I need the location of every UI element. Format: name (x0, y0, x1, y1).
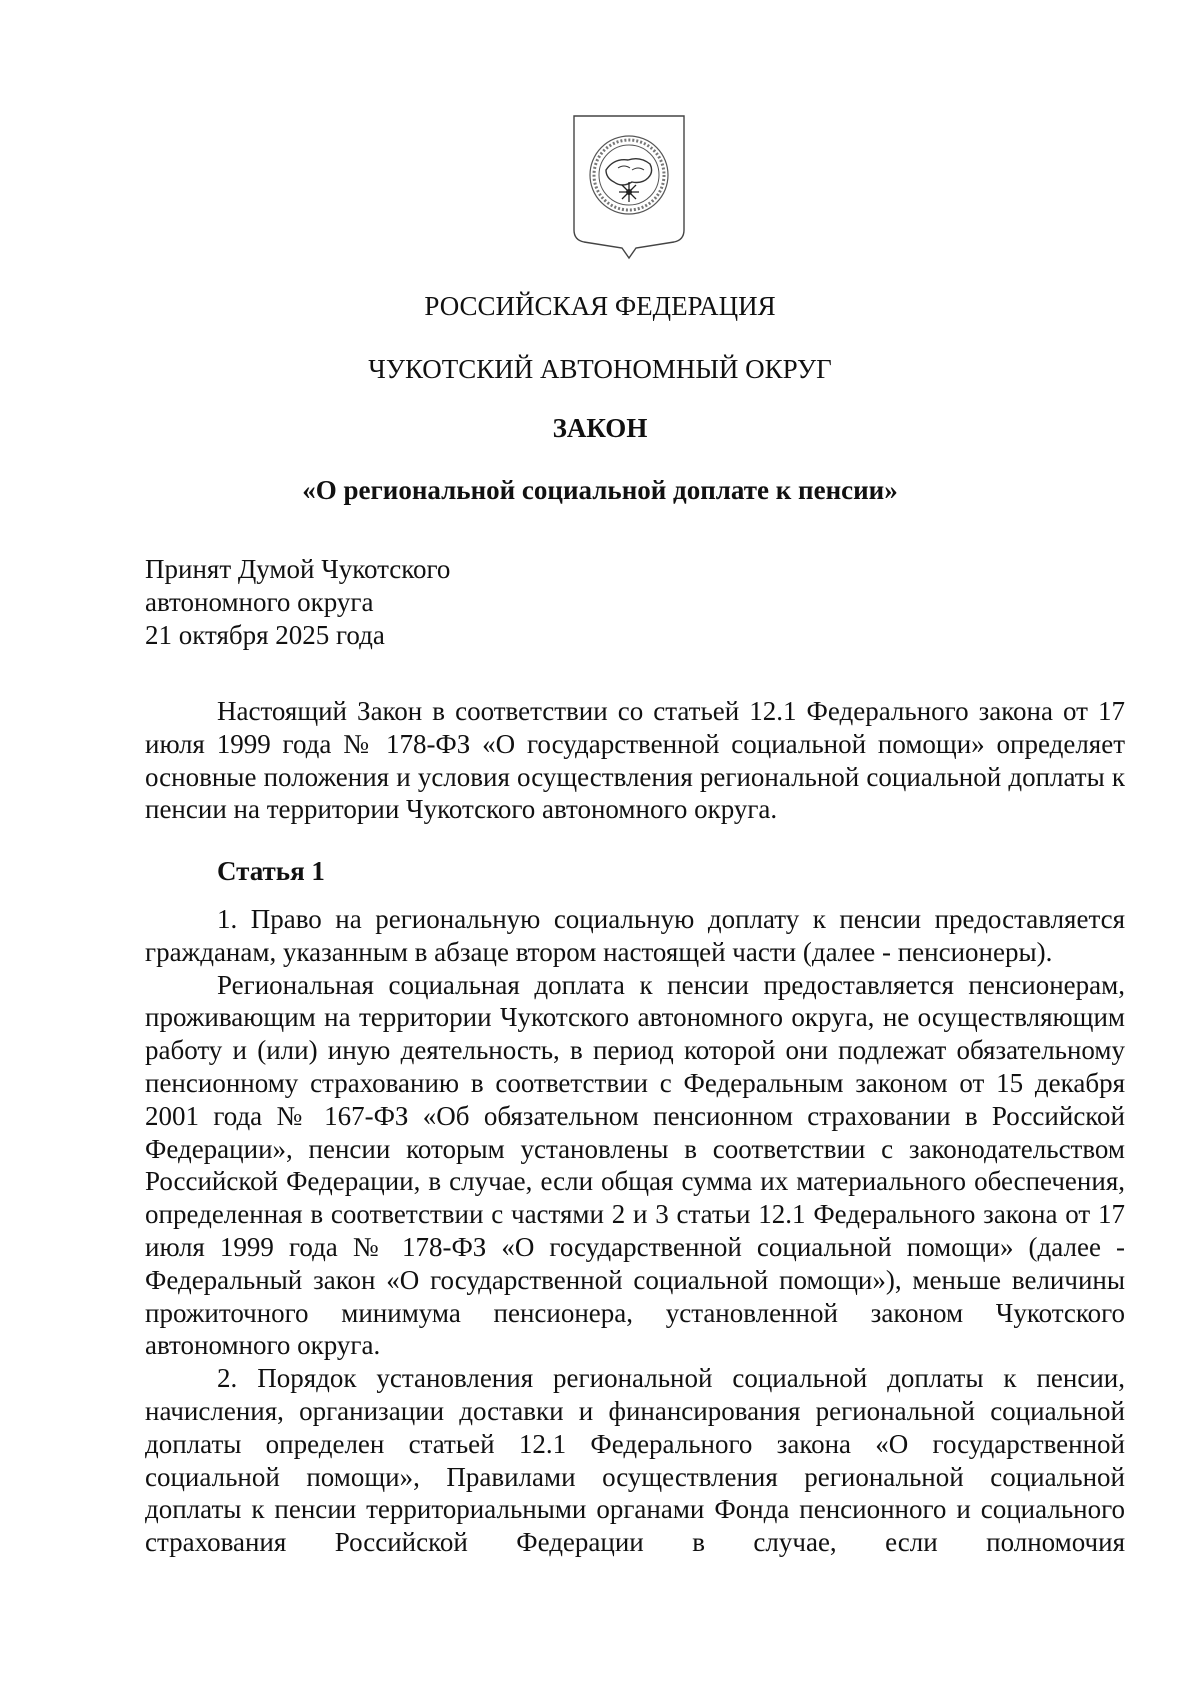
article-paragraph: 2. Порядок установления региональной социальной доплаты к пенсии, начисления, организации доставки и финансирования региональной социальной доплаты определен статьей 12.1 Федерального закона «О государственной социальной помощи», Правилами осуществления региональной социальной доплаты к пенсии территориальными органами Фонда пенсионного и социального страхования Российской Федерации в случае, если полномочия (145, 1363, 1125, 1558)
country-heading: РОССИЙСКАЯ ФЕДЕРАЦИЯ (424, 291, 776, 321)
article-paragraph: 1. Право на региональную социальную доплату к пенсии предоставляется гражданам, указанным в абзаце втором настоящей части (далее - пенсионеры). (145, 904, 1125, 967)
article-body (145, 903, 1125, 1559)
adoption-date: 21 октября 2025 года (145, 620, 385, 650)
article-heading: Статья 1 (217, 856, 325, 886)
article-paragraph: Региональная социальная доплата к пенсии предоставляется пенсионерам, проживающим на территории Чукотского автономного округа, не осуществляющим работу и (или) иную деятельность, в период которой они подлежат обязательному пенсионному страхованию в соответствии с Федеральным законом от 15 декабря 2001 года № 167-ФЗ «Об обязательном пенсионном страховании в Российской Федерации», пенсии которым установлены в соответствии с законодательством Российской Федерации, в случае, если общая сумма их материального обеспечения, определенная в соответствии с частями 2 и 3 статьи 12.1 Федерального закона от 17 июля 1999 года № 178-ФЗ «О государственной социальной помощи» (далее - Федеральный закон «О государственной социальной помощи»), меньше величины прожиточного минимума пенсионера, установленной законом Чукотского автономного округа. (145, 969, 1125, 1361)
document-kind-heading: ЗАКОН (552, 413, 648, 443)
preamble-paragraph: Настоящий Закон в соответствии со статьей 12.1 Федерального закона от 17 июля 1999 года № 178-ФЗ «О государственной социальной помощи» определяет основные положения и условия осуществления региональной социальной доплаты к пенсии на территории Чукотского автономного округа. (145, 696, 1125, 825)
region-heading: ЧУКОТСКИЙ АВТОНОМНЫЙ ОКРУГ (368, 354, 832, 384)
adoption-line: автономного округа (145, 587, 374, 617)
adoption-block (145, 553, 450, 652)
adoption-line: Принят Думой Чукотского (145, 554, 451, 584)
coat-of-arms-icon (570, 112, 688, 267)
preamble (145, 695, 1125, 826)
law-title: «О региональной социальной доплате к пенсии» (302, 475, 898, 505)
